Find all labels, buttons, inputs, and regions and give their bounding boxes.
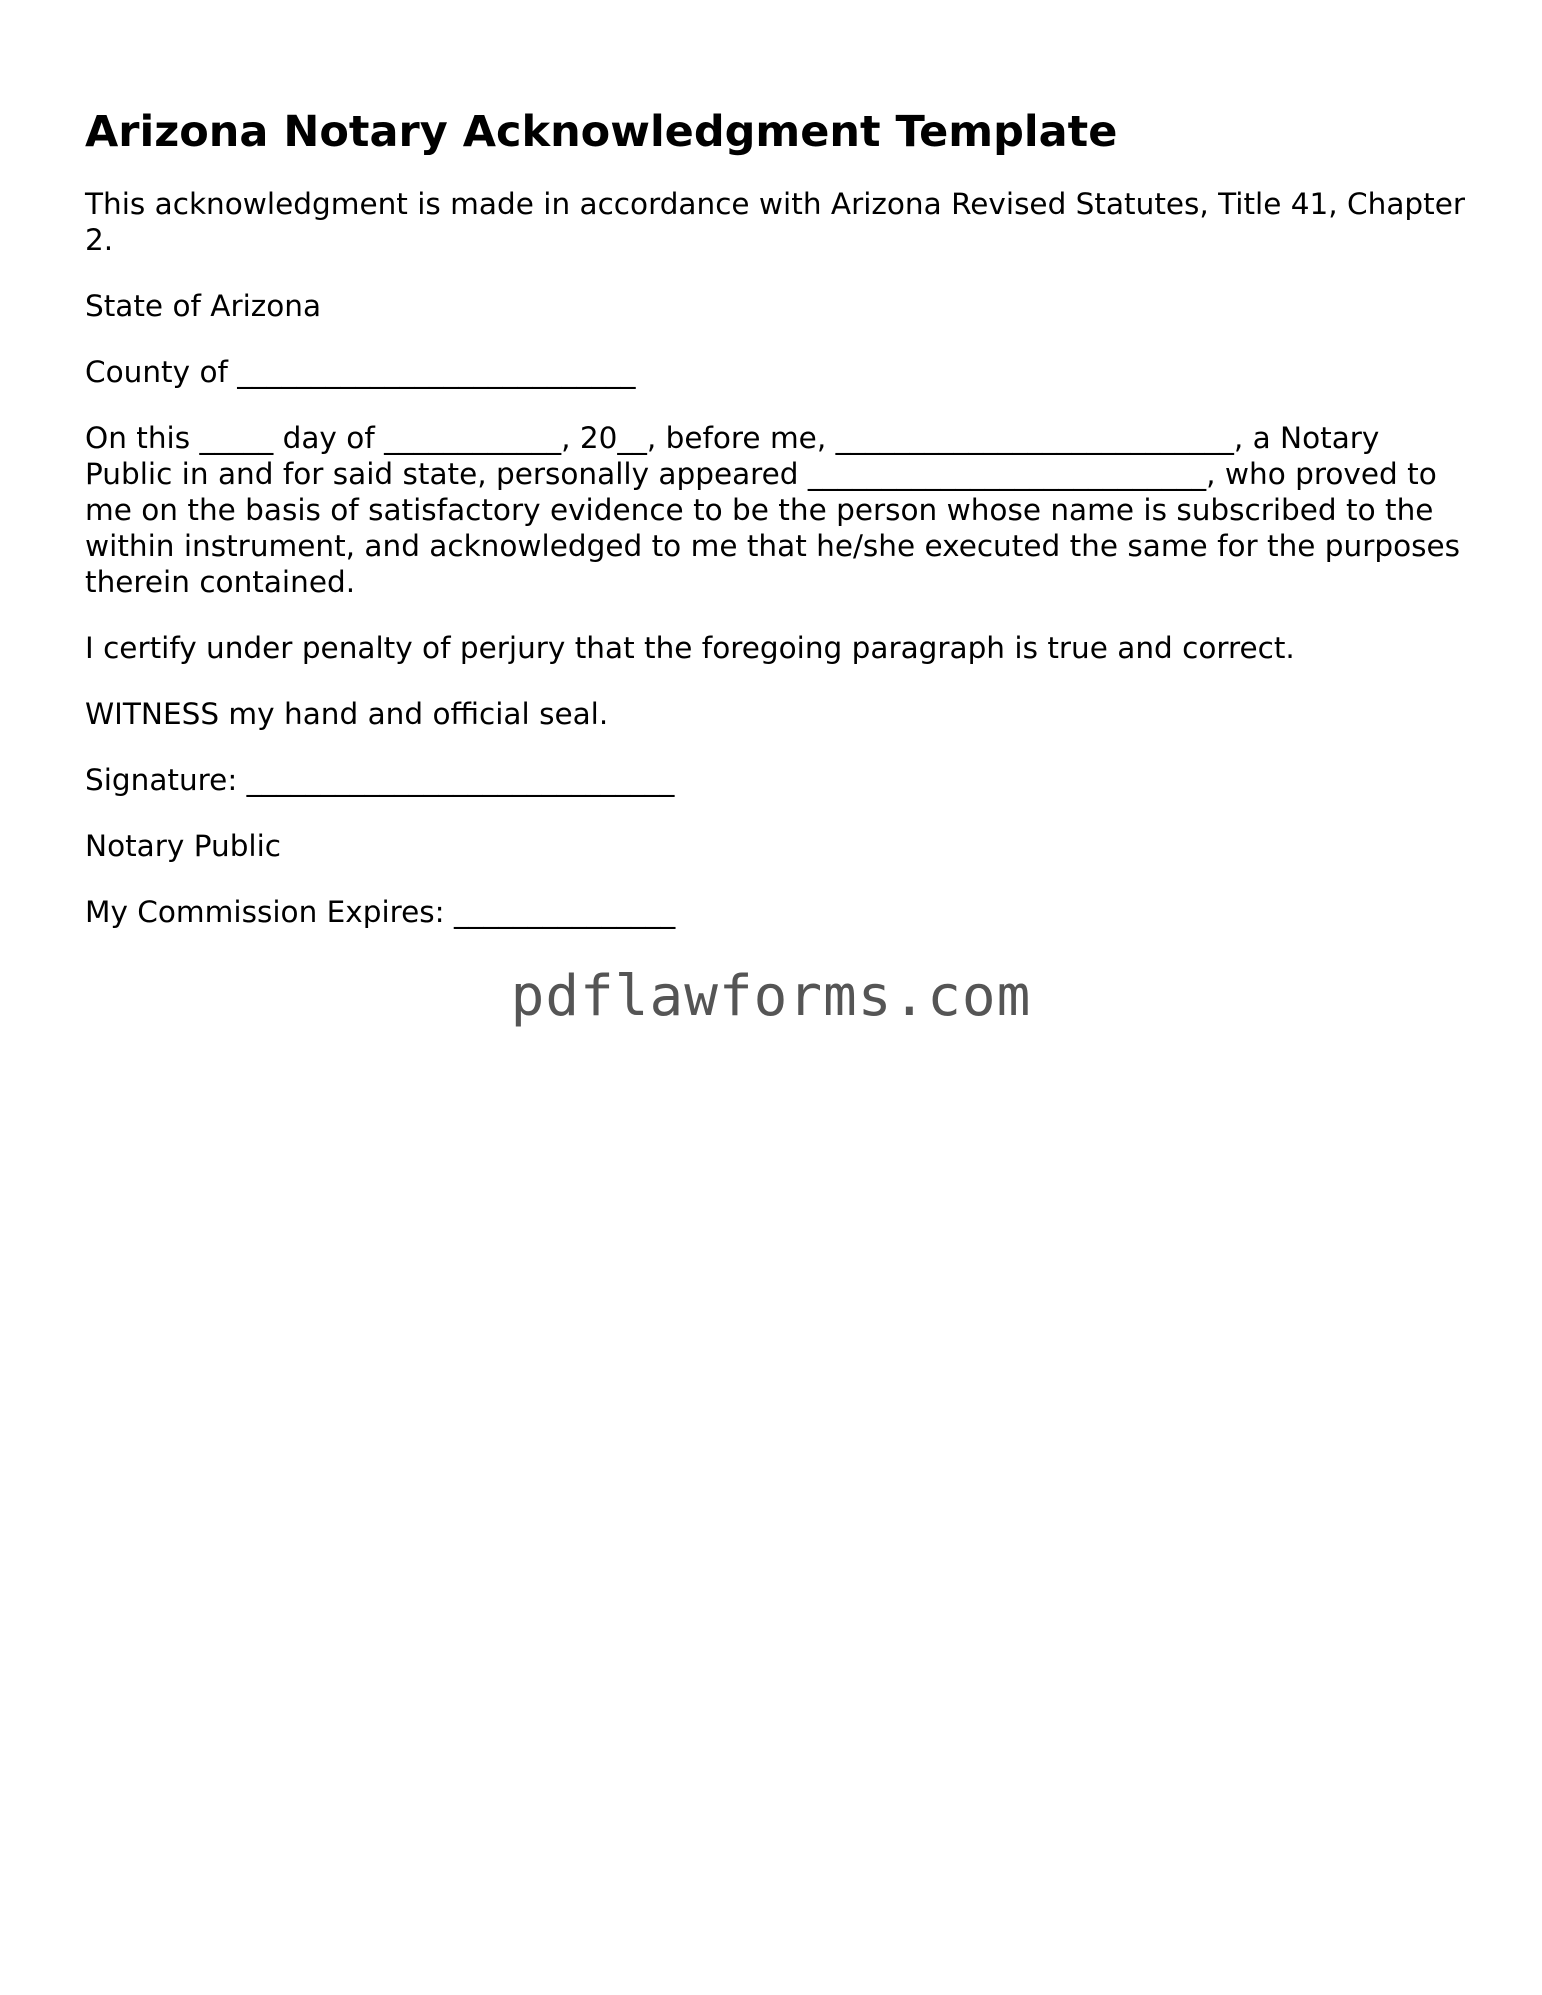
witness-line: WITNESS my hand and official seal. [85, 697, 609, 731]
county-line: County of ___________________________ [85, 355, 636, 389]
signature-line: Signature: _____________________________ [85, 763, 675, 797]
document-title: Arizona Notary Acknowledgment Template [85, 107, 1118, 157]
commission-expires-line: My Commission Expires: _______________ [85, 895, 676, 929]
acknowledgment-paragraph: On this _____ day of ____________, 20__, before me, ___________________________, a Notary Public in and for said state, personally appeared ___________________________, who proved to me on the basis of satisfactory evidence to be the person whose name is subscribed to the within instrument, and acknowledged to me that he/she executed the same for the purposes therein contained. [85, 421, 1461, 599]
notary-public-label: Notary Public [85, 829, 282, 863]
statute-paragraph: This acknowledgment is made in accordance with Arizona Revised Statutes, Title 41, Chapter 2. [85, 187, 1465, 257]
state-line: State of Arizona [85, 289, 322, 323]
site-watermark: pdflawforms.com [510, 964, 1032, 1029]
certification-paragraph: I certify under penalty of perjury that the foregoing paragraph is true and correct. [85, 631, 1295, 665]
document-page [85, 106, 1465, 960]
